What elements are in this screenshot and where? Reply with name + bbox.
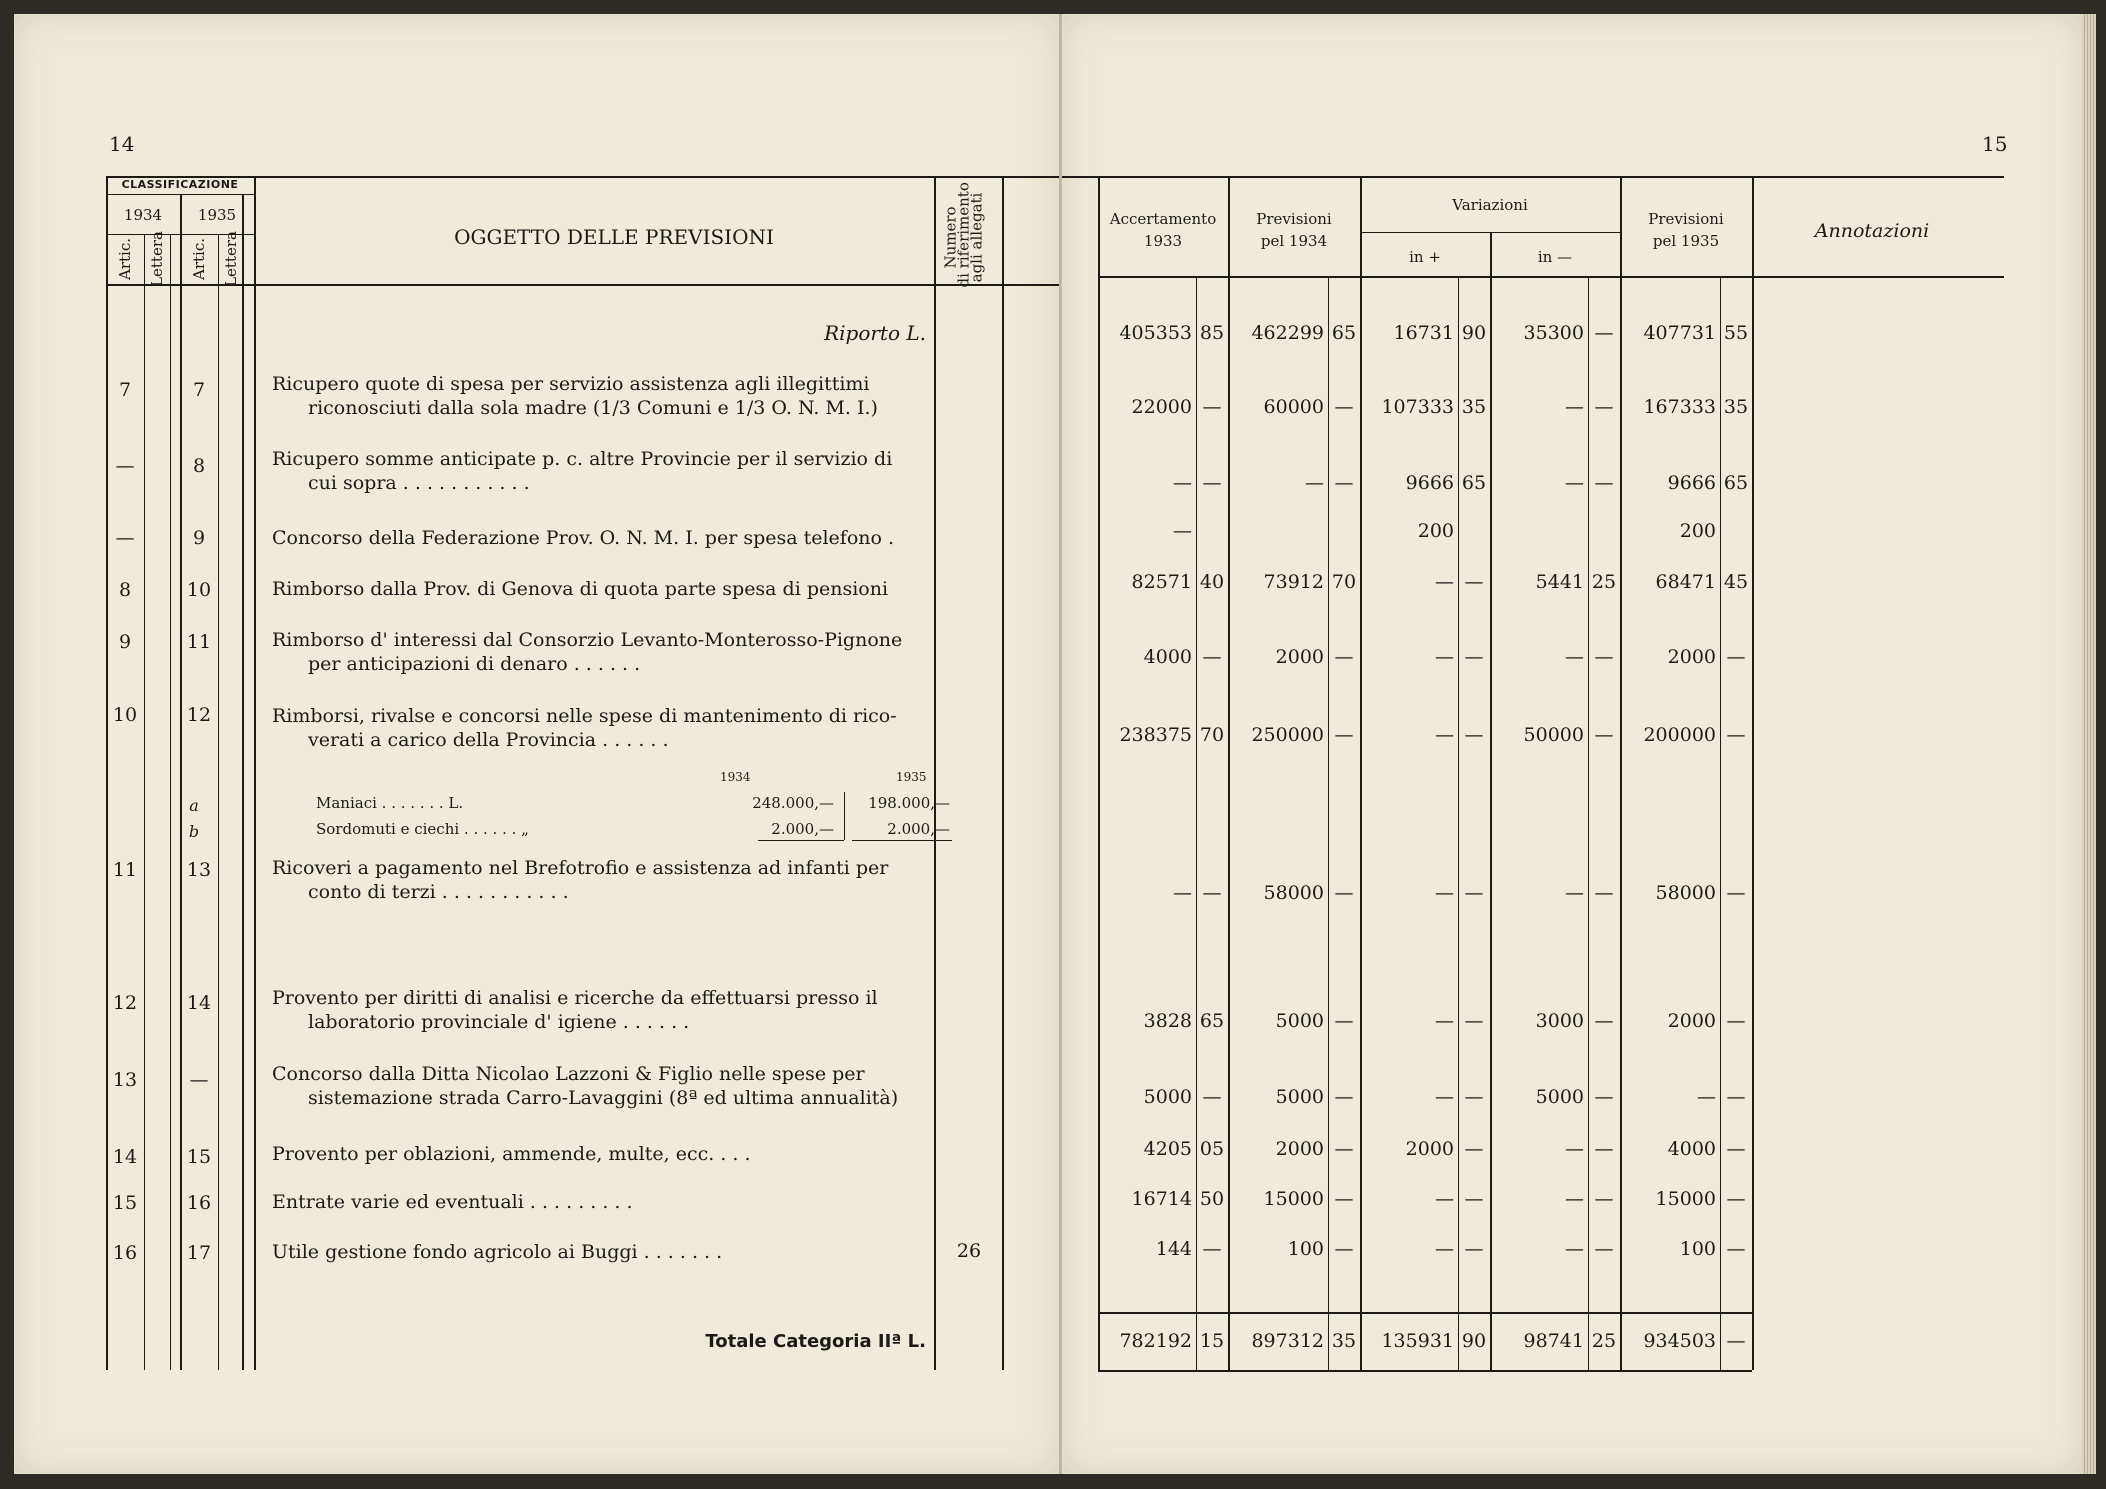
- art-1935: 8: [192, 455, 206, 477]
- row-acc-value: 22000: [1131, 396, 1192, 418]
- row-acc-cents-value: —: [1202, 396, 1222, 418]
- row-p34-cents-value: —: [1334, 724, 1354, 746]
- art-1935: 10: [186, 579, 212, 601]
- previsioni-1935-header: Previsioni pel 1935: [1648, 210, 1724, 250]
- detail-1935-value: 198.000,—: [868, 794, 950, 812]
- row-acc-cents-value: 70: [1199, 724, 1225, 746]
- art-1934: —: [115, 527, 135, 549]
- row-vp-cents-value: 65: [1461, 472, 1487, 494]
- row-vp-value: —: [1435, 1010, 1454, 1032]
- lettera-1934-header: Lettera: [148, 231, 166, 287]
- row-p34-cents-value: —: [1334, 1138, 1354, 1160]
- row-vp-cents-value: —: [1464, 1010, 1484, 1032]
- row-acc-value: 4205: [1143, 1138, 1192, 1160]
- row-vm-cents-value: —: [1594, 1238, 1614, 1260]
- ref-number: 26: [956, 1240, 982, 1262]
- row-p35-value: 407731: [1643, 322, 1716, 344]
- row-p35-cents-value: 55: [1723, 322, 1749, 344]
- row-object: Rimborso dalla Prov. di Genova di quota parte spesa di pensioni: [272, 578, 889, 600]
- art-1934: 11: [112, 859, 138, 881]
- row-acc-value: 238375: [1119, 724, 1192, 746]
- row-acc-value: 82571: [1131, 571, 1192, 593]
- row-p34-cents-value: —: [1334, 1086, 1354, 1108]
- row-vp-value: 107333: [1381, 396, 1454, 418]
- row-acc-cents-value: —: [1202, 646, 1222, 668]
- row-acc-cents-value: 50: [1199, 1188, 1225, 1210]
- row-p34-value: 73912: [1263, 571, 1324, 593]
- detail-label: Maniaci . . . . . . . L.: [316, 794, 464, 812]
- row-acc-value: —: [1173, 520, 1192, 542]
- row-p34-value: —: [1305, 472, 1324, 494]
- row-vp-cents-value: —: [1464, 646, 1484, 668]
- total-vp-value: 135931: [1381, 1330, 1454, 1352]
- total-category-label: Totale Categoria IIª L.: [705, 1331, 926, 1352]
- row-p34-cents-value: —: [1334, 472, 1354, 494]
- row-p35-value: 15000: [1655, 1188, 1716, 1210]
- row-vp-value: 2000: [1405, 1138, 1454, 1160]
- row-p35-cents-value: 35: [1723, 396, 1749, 418]
- row-object: Concorso dalla Ditta Nicolao Lazzoni & Figlio nelle spese per sistemazione strada Carro-Lavaggini (8ª ed ultima annualità): [272, 1063, 899, 1109]
- row-p35-cents-value: 45: [1723, 571, 1749, 593]
- row-p34-cents-value: —: [1334, 1238, 1354, 1260]
- page-edges: [2082, 14, 2096, 1474]
- row-vp-value: —: [1435, 724, 1454, 746]
- row-p35-value: 68471: [1655, 571, 1716, 593]
- row-vp-value: —: [1435, 571, 1454, 593]
- row-vm-cents-value: 25: [1591, 571, 1617, 593]
- row-vm-cents-value: —: [1594, 1086, 1614, 1108]
- art-1934: 14: [112, 1146, 138, 1168]
- art-1935: 13: [186, 859, 212, 881]
- art-1935: 9: [192, 527, 206, 549]
- row-acc-cents-value: 65: [1199, 1010, 1225, 1032]
- row-acc-cents-value: 05: [1199, 1138, 1225, 1160]
- row-vp-value: —: [1435, 1238, 1454, 1260]
- row-object: Provento per diritti di analisi e ricerche da effettuarsi presso il laboratorio provinciale d' igiene . . . . . .: [272, 987, 878, 1033]
- row-p34-value: 58000: [1263, 882, 1324, 904]
- right-page: [1062, 14, 2082, 1474]
- row-vm-cents-value: —: [1594, 322, 1614, 344]
- row-p35-value: 58000: [1655, 882, 1716, 904]
- row-acc-value: 3828: [1143, 1010, 1192, 1032]
- row-object: Provento per oblazioni, ammende, multe, ecc. . . .: [272, 1143, 751, 1165]
- previsioni-1934-header: Previsioni pel 1934: [1256, 210, 1332, 250]
- detail-label: Sordomuti e ciechi . . . . . . „: [316, 820, 529, 838]
- art-1935: 17: [186, 1242, 212, 1264]
- accertamento-header: Accertamento 1933: [1109, 210, 1217, 250]
- row-vp-cents-value: —: [1464, 1188, 1484, 1210]
- row-p34-cents-value: —: [1334, 646, 1354, 668]
- row-vm-value: —: [1565, 1138, 1584, 1160]
- row-vp-cents-value: 90: [1461, 322, 1487, 344]
- row-p34-value: 462299: [1251, 322, 1324, 344]
- row-vm-cents-value: —: [1594, 1138, 1614, 1160]
- row-vp-value: 16731: [1393, 322, 1454, 344]
- row-acc-value: 16714: [1131, 1188, 1192, 1210]
- row-vm-value: —: [1565, 1238, 1584, 1260]
- row-vp-cents-value: —: [1464, 571, 1484, 593]
- art-1934: 16: [112, 1242, 138, 1264]
- row-p34-value: 5000: [1275, 1086, 1324, 1108]
- row-vm-cents-value: —: [1594, 1188, 1614, 1210]
- row-acc-value: —: [1173, 472, 1192, 494]
- row-p34-value: 15000: [1263, 1188, 1324, 1210]
- lettera-1935-header: Lettera: [222, 231, 240, 287]
- art-1934: 8: [118, 579, 132, 601]
- total-p35-value: 934503: [1643, 1330, 1716, 1352]
- row-p34-cents-value: 65: [1331, 322, 1357, 344]
- total-acc-value: 782192: [1119, 1330, 1192, 1352]
- row-acc-cents-value: —: [1202, 1238, 1222, 1260]
- row-p34-value: 2000: [1275, 1138, 1324, 1160]
- row-p35-value: 2000: [1667, 646, 1716, 668]
- row-vm-cents-value: —: [1594, 1010, 1614, 1032]
- row-vp-cents-value: —: [1464, 1138, 1484, 1160]
- row-vp-cents-value: 35: [1461, 396, 1487, 418]
- row-vm-value: 50000: [1523, 724, 1584, 746]
- classification-header: CLASSIFICAZIONE: [121, 178, 239, 191]
- row-p34-value: 2000: [1275, 646, 1324, 668]
- variazioni-plus-header: in +: [1409, 248, 1441, 266]
- row-p35-value: 9666: [1667, 472, 1716, 494]
- detail-letter: a: [189, 796, 199, 815]
- row-vm-value: 3000: [1535, 1010, 1584, 1032]
- row-p34-cents-value: —: [1334, 882, 1354, 904]
- row-acc-value: —: [1173, 882, 1192, 904]
- art-1935: 16: [186, 1192, 212, 1214]
- row-p35-value: 167333: [1643, 396, 1716, 418]
- row-object: Entrate varie ed eventuali . . . . . . . . .: [272, 1191, 633, 1213]
- art-1935: 12: [186, 704, 212, 726]
- variazioni-minus-header: in —: [1537, 248, 1573, 266]
- page-number: 14: [109, 132, 135, 156]
- detail-1934-value: 248.000,—: [752, 794, 834, 812]
- row-object: Rimborso d' interessi dal Consorzio Levanto-Monterosso-Pignone per anticipazioni di denaro . . . . . .: [272, 629, 903, 675]
- detail-year-1935: 1935: [896, 770, 927, 784]
- row-vp-cents-value: —: [1464, 1238, 1484, 1260]
- row-vm-value: 5441: [1535, 571, 1584, 593]
- row-p34-cents-value: 70: [1331, 571, 1357, 593]
- row-acc-cents-value: —: [1202, 1086, 1222, 1108]
- row-acc-value: 4000: [1143, 646, 1192, 668]
- row-acc-value: 405353: [1119, 322, 1192, 344]
- row-vp-cents-value: —: [1464, 1086, 1484, 1108]
- total-acc-cents-value: 15: [1199, 1330, 1225, 1352]
- art-1934: 13: [112, 1069, 138, 1091]
- row-p35-value: 2000: [1667, 1010, 1716, 1032]
- art-1935: 14: [186, 992, 212, 1014]
- row-vm-cents-value: —: [1594, 882, 1614, 904]
- detail-1935-value: 2.000,—: [887, 820, 950, 838]
- row-p34-cents-value: —: [1334, 1188, 1354, 1210]
- art-1935: —: [189, 1069, 209, 1091]
- row-acc-cents-value: —: [1202, 882, 1222, 904]
- row-vm-cents-value: —: [1594, 724, 1614, 746]
- row-p35-cents-value: —: [1726, 724, 1746, 746]
- row-vm-value: —: [1565, 882, 1584, 904]
- row-acc-value: 5000: [1143, 1086, 1192, 1108]
- row-p35-cents-value: —: [1726, 1188, 1746, 1210]
- total-p34-cents-value: 35: [1331, 1330, 1357, 1352]
- riporto-label: Riporto L.: [824, 321, 926, 345]
- row-vm-value: —: [1565, 646, 1584, 668]
- row-object: Ricupero quote di spesa per servizio assistenza agli illegittimi riconosciuti dalla sola madre (1/3 Comuni e 1/3 O. N. M. I.): [272, 373, 878, 419]
- row-vm-value: 35300: [1523, 322, 1584, 344]
- row-vp-value: —: [1435, 882, 1454, 904]
- art-1935: 7: [192, 379, 206, 401]
- row-vm-value: —: [1565, 396, 1584, 418]
- row-object: Utile gestione fondo agricolo ai Buggi . . . . . . .: [272, 1241, 723, 1263]
- total-vm-cents-value: 25: [1591, 1330, 1617, 1352]
- row-object: Rimborsi, rivalse e concorsi nelle spese di mantenimento di rico- verati a carico della Provincia . . . . . .: [272, 705, 897, 751]
- ref-number-header: Numero di riferimento agli allegati: [941, 182, 986, 288]
- row-object: Ricoveri a pagamento nel Brefotrofio e assistenza ad infanti per conto di terzi . . . . . . . . . . .: [272, 857, 889, 903]
- row-p35-value: 200: [1679, 520, 1716, 542]
- row-p34-value: 5000: [1275, 1010, 1324, 1032]
- row-p35-cents-value: 65: [1723, 472, 1749, 494]
- row-acc-cents-value: 40: [1199, 571, 1225, 593]
- row-acc-cents-value: —: [1202, 472, 1222, 494]
- variazioni-header: Variazioni: [1452, 196, 1528, 214]
- row-p35-value: 4000: [1667, 1138, 1716, 1160]
- row-p34-cents-value: —: [1334, 396, 1354, 418]
- row-vp-value: 9666: [1405, 472, 1454, 494]
- row-p35-cents-value: —: [1726, 646, 1746, 668]
- row-p34-cents-value: —: [1334, 1010, 1354, 1032]
- total-p35-cents-value: —: [1726, 1330, 1746, 1352]
- total-vp-cents-value: 90: [1461, 1330, 1487, 1352]
- row-vp-cents-value: —: [1464, 882, 1484, 904]
- row-p35-value: —: [1697, 1086, 1716, 1108]
- art-1934: —: [115, 455, 135, 477]
- annotazioni-header: Annotazioni: [1814, 220, 1930, 242]
- row-vm-value: —: [1565, 472, 1584, 494]
- row-vp-cents-value: —: [1464, 724, 1484, 746]
- row-p35-value: 100: [1679, 1238, 1716, 1260]
- row-p35-cents-value: —: [1726, 1010, 1746, 1032]
- art-1935: 11: [186, 631, 212, 653]
- row-p34-value: 250000: [1251, 724, 1324, 746]
- row-vp-value: —: [1435, 1086, 1454, 1108]
- row-p34-value: 60000: [1263, 396, 1324, 418]
- row-acc-cents-value: 85: [1199, 322, 1225, 344]
- artic-1935-header: Artic.: [190, 238, 208, 280]
- art-1934: 9: [118, 631, 132, 653]
- row-vp-value: —: [1435, 646, 1454, 668]
- row-p35-cents-value: —: [1726, 1086, 1746, 1108]
- row-vm-value: —: [1565, 1188, 1584, 1210]
- art-1934: 10: [112, 704, 138, 726]
- total-vm-value: 98741: [1523, 1330, 1584, 1352]
- detail-1934-value: 2.000,—: [771, 820, 834, 838]
- left-page: [14, 14, 1059, 1474]
- row-vm-cents-value: —: [1594, 472, 1614, 494]
- year-1934-header: 1934: [123, 206, 163, 224]
- row-p35-cents-value: —: [1726, 1238, 1746, 1260]
- row-p35-cents-value: —: [1726, 882, 1746, 904]
- art-1934: 12: [112, 992, 138, 1014]
- detail-year-1934: 1934: [720, 770, 751, 784]
- object-title: OGGETTO DELLE PREVISIONI: [454, 225, 774, 249]
- detail-letter: b: [188, 822, 200, 841]
- art-1935: 15: [186, 1146, 212, 1168]
- year-1935-header: 1935: [197, 206, 237, 224]
- row-vp-value: 200: [1417, 520, 1454, 542]
- row-p35-cents-value: —: [1726, 1138, 1746, 1160]
- art-1934: 7: [118, 379, 132, 401]
- row-vm-value: 5000: [1535, 1086, 1584, 1108]
- row-acc-value: 144: [1155, 1238, 1192, 1260]
- row-p34-value: 100: [1287, 1238, 1324, 1260]
- page-number: 15: [1982, 132, 2008, 156]
- row-vp-value: —: [1435, 1188, 1454, 1210]
- art-1934: 15: [112, 1192, 138, 1214]
- row-p35-value: 200000: [1643, 724, 1716, 746]
- row-vm-cents-value: —: [1594, 396, 1614, 418]
- row-object: Ricupero somme anticipate p. c. altre Provincie per il servizio di cui sopra . . . . . . . . . . .: [272, 448, 893, 494]
- row-object: Concorso della Federazione Prov. O. N. M. I. per spesa telefono .: [272, 527, 895, 549]
- total-p34-value: 897312: [1251, 1330, 1324, 1352]
- row-vm-cents-value: —: [1594, 646, 1614, 668]
- artic-1934-header: Artic.: [116, 238, 134, 280]
